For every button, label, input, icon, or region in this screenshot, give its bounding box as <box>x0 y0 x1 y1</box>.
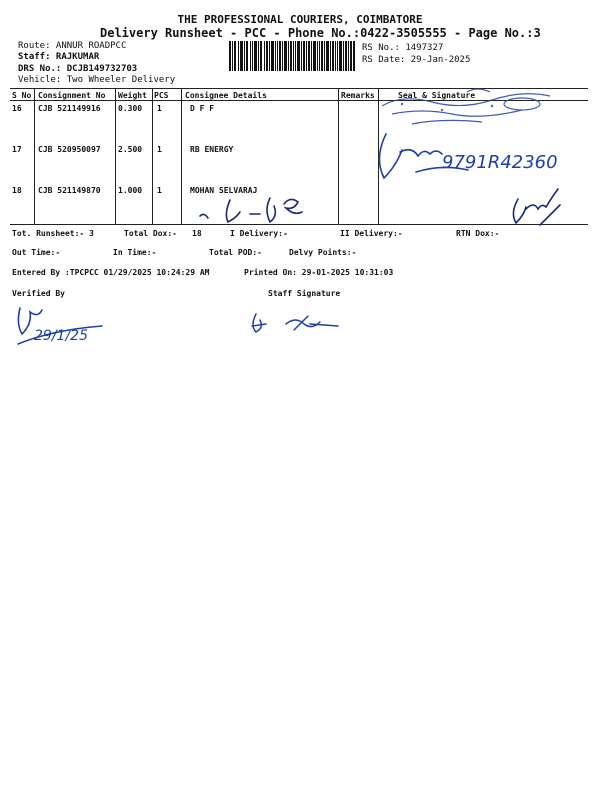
row-weight: 0.300 <box>118 104 143 113</box>
company-name: THE PROFESSIONAL COURIERS, COIMBATORE <box>177 13 423 26</box>
vehicle-label: Vehicle: Two Wheeler Delivery <box>18 75 176 85</box>
company-seal-stamp <box>372 84 562 134</box>
row-sno: 16 <box>12 104 22 113</box>
row-weight: 1.000 <box>118 186 143 195</box>
row-pcs: 1 <box>157 186 162 195</box>
rs-number: RS No.: 1497327 <box>362 43 444 53</box>
verified-date-handwriting: 29/1/25 <box>34 328 88 344</box>
total-pod: Total POD:- <box>209 248 262 257</box>
col-sep <box>34 88 35 225</box>
verified-by-signature <box>12 300 112 350</box>
col-header-consignee: Consignee Details <box>185 91 267 100</box>
barcode <box>229 41 355 71</box>
row-consignee: RB ENERGY <box>190 145 234 154</box>
row17-signature <box>372 128 587 188</box>
entered-by: Entered By :TPCPCC 01/29/2025 10:24:29 AM <box>12 268 210 277</box>
row17-phone-handwriting: 9791R42360 <box>442 152 558 173</box>
rs-date: RS Date: 29-Jan-2025 <box>362 55 471 65</box>
row-consignee: D F F <box>190 104 215 113</box>
col-sep <box>152 88 153 225</box>
rtn-dox: RTN Dox:- <box>456 229 500 238</box>
staff-signature <box>246 308 346 338</box>
route-label: Route: ANNUR ROADPCC <box>18 41 127 51</box>
printed-on: Printed On: 29-01-2025 10:31:03 <box>244 268 394 277</box>
row-sno: 18 <box>12 186 22 195</box>
row-consignment: CJB 520950097 <box>38 145 101 154</box>
row-consignment: CJB 521149916 <box>38 104 101 113</box>
verified-by-label: Verified By <box>12 289 65 298</box>
ii-delivery: II Delivery:- <box>340 229 403 238</box>
staff-label: Staff: RAJKUMAR <box>18 52 100 62</box>
row-pcs: 1 <box>157 104 162 113</box>
col-sep <box>115 88 116 225</box>
row-weight: 2.500 <box>118 145 143 154</box>
col-sep <box>181 88 182 225</box>
col-sep <box>338 88 339 225</box>
total-dox-value: 18 <box>192 229 202 238</box>
col-header-pcs: PCS <box>154 91 169 100</box>
row18-consignee-signature <box>190 192 320 228</box>
i-delivery: I Delivery:- <box>230 229 288 238</box>
drs-number: DRS No.: DCJB149732703 <box>18 64 138 74</box>
row-sno: 17 <box>12 145 22 154</box>
col-header-seal-signature: Seal & Signature <box>398 91 476 100</box>
col-header-sno: S No <box>12 91 32 100</box>
row18-signature <box>500 185 570 235</box>
col-header-remarks: Remarks <box>341 91 375 100</box>
col-header-weight: Weight <box>118 91 147 100</box>
in-time: In Time:- <box>113 248 157 257</box>
col-header-consignment: Consignment No <box>38 91 106 100</box>
runsheet-subtitle: Delivery Runsheet - PCC - Phone No.:0422-3505555 - Page No.:3 <box>100 26 541 40</box>
row-pcs: 1 <box>157 145 162 154</box>
row-consignee: MOHAN SELVARAJ <box>190 186 258 195</box>
staff-signature-label: Staff Signature <box>268 289 341 298</box>
total-runsheet: Tot. Runsheet:- 3 <box>12 229 94 238</box>
total-dox-label: Total Dox:- <box>124 229 177 238</box>
delvy-points: Delvy Points:- <box>289 248 357 257</box>
row-consignment: CJB 521149870 <box>38 186 101 195</box>
out-time: Out Time:- <box>12 248 61 257</box>
